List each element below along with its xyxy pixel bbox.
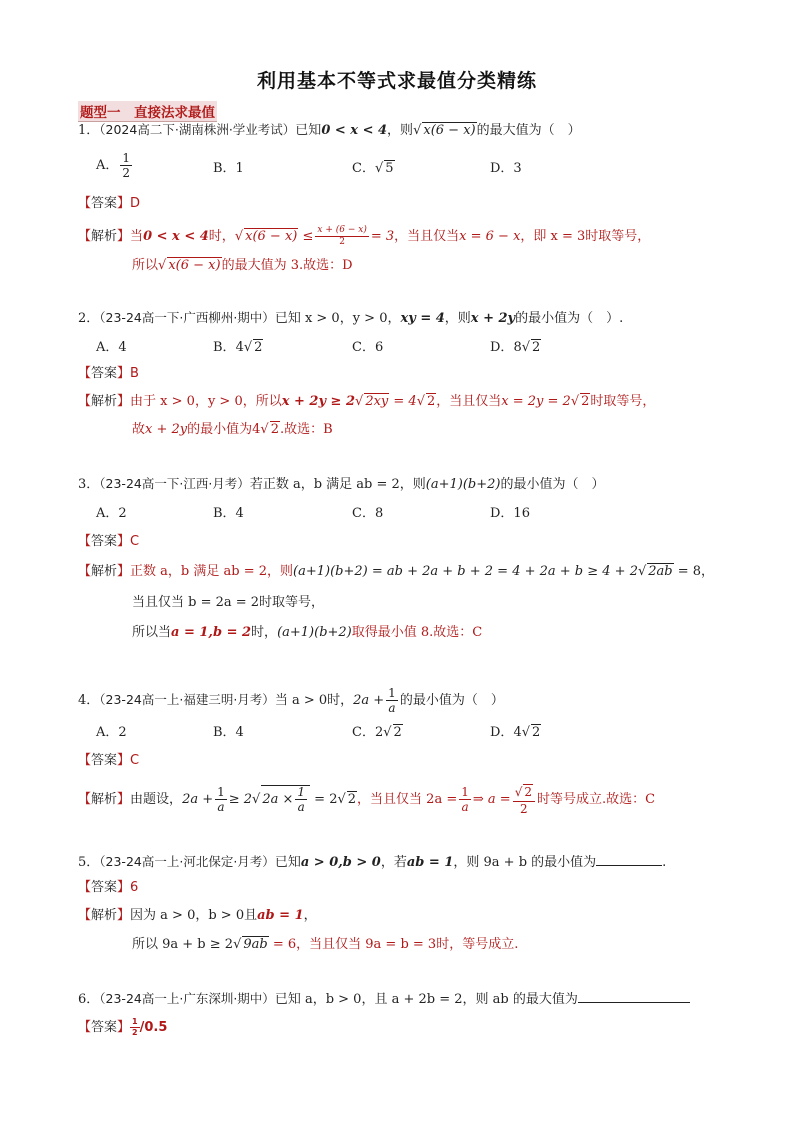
text-q2-an2-coef: 4 xyxy=(252,422,261,437)
question-1: 1．（2024高二下·湖南株洲·学业考试）已知0 < x < 4，则√ x(6 − x)的最大值为（ ） xyxy=(78,122,581,138)
text-q5-an2-b: = 6，当且仅当 9a = b = 3时，等号成立. xyxy=(272,937,519,952)
text-q3-an1-c: = 8， xyxy=(677,564,715,579)
text-q2-an2-a: 故 xyxy=(132,422,146,437)
text-q4-opt-d-coef: 4 xyxy=(513,725,522,740)
option-d: D．8√ 2 xyxy=(490,340,541,355)
question-source: （23-24高一上·河北保定·月考） xyxy=(99,854,275,869)
question-source: （23-24高一上·福建三明·月考） xyxy=(99,692,275,707)
answer-line-6: 【答案】 $\frac{1}{2}$ /0.5 xyxy=(78,1017,168,1037)
text-q4-an-c: ≥ 2 xyxy=(228,792,253,807)
text-q4-stem-a: 当 a > 0时， xyxy=(274,693,354,708)
text-q1-num: 1． xyxy=(78,123,100,138)
answer-line-1: 【答案】D xyxy=(78,196,141,211)
text-doc-answer-tag: 答案 xyxy=(91,196,118,211)
analysis-3: 【解析】正数 a，b 满足 ab = 2，则(a+1)(b+2) = ab + 2a + b + 2 = 4 + 2a + b ≥ 4 + 2√ 2ab = 8， xyxy=(78,564,715,579)
analysis-3-line-2: 当且仅当 b = 2a = 2时取等号， xyxy=(132,595,325,610)
text-q2-num: 2． xyxy=(78,311,100,326)
text-q2-an1-f: 时取等号， xyxy=(590,394,656,409)
text-q5-stem-d: ab = 1 xyxy=(406,855,454,870)
text-q2-an1-b: x + 2y ≥ 2 xyxy=(281,394,356,409)
text-q1-an1-den: 2 xyxy=(339,237,345,247)
option-a: A．2 xyxy=(96,506,127,521)
text-q1-opt-a-den: 2 xyxy=(122,166,131,180)
text-q5-stem-end: . xyxy=(662,855,667,870)
section-heading: 题型一 直接法求最值 xyxy=(78,101,217,122)
answer-value: C xyxy=(130,534,140,549)
text-q4-an-b: 2a + xyxy=(182,792,214,807)
option-c: C．8 xyxy=(352,506,384,521)
text-q3-an1-b: (a+1)(b+2) = ab + 2a + b + 2 = 4 + 2a + b ≥ 4 + 2 xyxy=(293,564,638,579)
text-q2-opt-d-coef: 8 xyxy=(513,340,522,355)
text-q5-an1-a: 因为 a > 0，b > 0且 xyxy=(130,908,258,923)
text-q4-opt-d-label: D． xyxy=(490,725,514,740)
text-q4-opt-c-rad: 2 xyxy=(393,725,402,740)
text-doc-answer-tag: 答案 xyxy=(91,880,118,895)
text-q2-an1-rad3: 2 xyxy=(581,394,590,409)
analysis-1: 【解析】当0 < x < 4时，√ x(6 − x) ≤ $\frac{x + (6 - x)}{2}$ = 3，当且仅当x = 6 − x，即 x = 3时取等号， xyxy=(78,225,651,247)
text-q6-answer-num: 1 xyxy=(132,1017,138,1026)
text-q5-stem-a: 已知 xyxy=(274,855,301,870)
analysis-1-line-2: 所以√ x(6 − x)的最大值为 3.故选：D xyxy=(132,258,353,273)
text-q1-an1-cond: 0 < x < 4 xyxy=(143,229,209,244)
answer-value: B xyxy=(130,366,139,381)
option-b: B．1 xyxy=(213,161,244,176)
text-doc-analysis-tag: 解析 xyxy=(91,394,118,409)
text-q2-an1-rad2: 2 xyxy=(427,394,436,409)
option-a: A．4 xyxy=(96,340,127,355)
text-doc-analysis-tag: 解析 xyxy=(91,908,118,923)
text-q3-stem-a: 若正数 a，b 满足 ab = 2，则 xyxy=(249,477,426,492)
text-q2-stem-c: ，则 xyxy=(444,311,471,326)
option-b: B．4 xyxy=(213,506,244,521)
option-d: D．16 xyxy=(490,506,530,521)
text-q4-opt-d-rad: 2 xyxy=(532,725,541,740)
text-q2-stem-d: x + 2y xyxy=(470,311,516,326)
text-q5-an1-b: ab = 1 xyxy=(257,908,304,923)
question-source: （23-24高一下·江西·月考） xyxy=(99,476,250,491)
question-6 xyxy=(78,990,690,1009)
text-q4-stem-b: 2a + xyxy=(353,693,385,708)
text-q2-opt-d-rad: 2 xyxy=(532,340,541,355)
text-q5-stem-b: a > 0,b > 0 xyxy=(300,855,381,870)
text-q3-stem-c: 的最小值为（ ） xyxy=(500,477,605,492)
text-q2-an2-c: 的最小值为 xyxy=(187,422,253,437)
answer-line-3: 【答案】C xyxy=(78,534,140,549)
text-q1-an1-a: 当 xyxy=(130,229,144,244)
text-q4-an-e: ，当且仅当 2a = xyxy=(357,792,458,807)
text-q1-an2-a: 所以 xyxy=(132,258,159,273)
text-q4-an-a: 由题设， xyxy=(130,792,183,807)
text-q6-num: 6． xyxy=(78,992,100,1007)
question-source: （23-24高一上·广东深圳·期中） xyxy=(99,991,275,1006)
text-q4-an-num3-rad: 2 xyxy=(524,785,532,799)
text-doc-analysis-tag: 解析 xyxy=(91,229,118,244)
question-3 xyxy=(78,475,605,494)
text-q1-opt-c-rad: 5 xyxy=(385,161,394,176)
text-q3-an3-a: 所以当 xyxy=(132,625,172,640)
text-q2-an2-d: .故选：B xyxy=(280,422,333,437)
analysis-5-line-2: 所以 9a + b ≥ 2√ 9ab = 6，当且仅当 9a = b = 3时，等号成立. xyxy=(132,937,519,952)
text-q4-an-f: ⇒ a = xyxy=(472,792,511,807)
text-doc-answer-tag: 答案 xyxy=(91,1020,118,1035)
text-q4-an-rad-a: 2a × xyxy=(262,792,294,807)
answer-blank[interactable] xyxy=(596,853,662,866)
answer-line-5: 【答案】6 xyxy=(78,880,139,895)
text-q4-an-rad2: 2 xyxy=(347,792,357,807)
option-b: B．4√ 2 xyxy=(213,340,263,355)
text-q1-stem-mid: ，则 xyxy=(387,123,414,138)
answer-value: /0.5 xyxy=(139,1020,168,1035)
answer-value: D xyxy=(130,196,141,211)
text-q1-an1-expr: x(6 − x) xyxy=(245,229,298,244)
text-q2-an1-a: 由于 x > 0，y > 0，所以 xyxy=(130,394,282,409)
text-q2-an1-rad: 2xy xyxy=(365,394,389,409)
text-q3-an3-e: 取得最小值 8.故选：C xyxy=(351,625,483,640)
option-b: B．4 xyxy=(213,725,244,740)
text-q4-an-rad-num: 1 xyxy=(297,785,306,799)
text-q5-stem-e: ，则 9a + b 的最小值为 xyxy=(453,855,597,870)
text-q4-an-num: 1 xyxy=(217,785,225,799)
text-q1-an1-num: x + (6 − x) xyxy=(317,225,367,235)
question-source: （23-24高一下·广西柳州·期中） xyxy=(99,310,275,325)
question-2 xyxy=(78,309,623,328)
text-q3-an1-a: 正数 a，b 满足 ab = 2，则 xyxy=(130,564,294,579)
question-4 xyxy=(78,687,504,714)
text-q2-an2-b: x + 2y xyxy=(145,422,188,437)
text-q4-an-den: a xyxy=(217,800,225,814)
text-q3-num: 3． xyxy=(78,477,100,492)
answer-blank[interactable] xyxy=(578,990,690,1003)
text-q3-stem-b: (a+1)(b+2) xyxy=(425,477,501,492)
option-a: A．2 xyxy=(96,725,127,740)
analysis-3-line-3 xyxy=(132,624,482,642)
answer-line-4: 【答案】C xyxy=(78,753,140,768)
text-q1-stem-post: 的最大值为（ ） xyxy=(476,123,581,138)
question-5 xyxy=(78,853,666,872)
text-q3-an3-d: (a+1)(b+2) xyxy=(277,625,352,640)
page-title: 利用基本不等式求最值分类精练 xyxy=(256,70,537,92)
analysis-4: 【解析】由题设，2a + $\frac{1}{a}$ ≥ 2√ 2a × $\frac{1}{a}$ = 2√ 2，当且仅当 2a = $\frac{1}{a}$ ⇒ a = $\frac{√ 2}{2}$ 时等号成立.故选：C xyxy=(78,785,656,816)
analysis-2-line-2: 故x + 2y的最小值为4√ 2.故选：B xyxy=(132,422,333,437)
text-q3-an3-c: 时， xyxy=(251,625,278,640)
text-q4-num: 4． xyxy=(78,693,100,708)
text-q4-opt-c-label: C． xyxy=(352,725,375,740)
option-d: D．3 xyxy=(490,161,522,176)
text-q2-stem-a: 已知 x > 0，y > 0， xyxy=(274,311,401,326)
text-q6-answer-den: 2 xyxy=(132,1028,138,1037)
text-q1-an1-b: 时， xyxy=(208,229,235,244)
answer-value: 6 xyxy=(130,880,139,895)
text-q2-opt-b-label: B． xyxy=(213,340,236,355)
text-q1-stem-pre: 已知 xyxy=(295,123,322,138)
analysis-5: 【解析】因为 a > 0，b > 0且ab = 1， xyxy=(78,908,317,923)
text-q5-an2-a: 所以 9a + b ≥ 2 xyxy=(132,937,234,952)
text-q4-stem-c: 的最小值为（ ） xyxy=(399,693,504,708)
text-doc-answer-tag: 答案 xyxy=(91,753,118,768)
text-q2-an2-rad: 2 xyxy=(270,422,279,437)
text-q2-an1-d: ，当且仅当 xyxy=(436,394,502,409)
text-q1-an1-le: ≤ xyxy=(302,229,314,244)
text-q4-an-d: = 2 xyxy=(314,792,338,807)
text-doc-answer-tag: 答案 xyxy=(91,534,118,549)
text-q1-cond: 0 < x < 4 xyxy=(321,123,388,138)
text-doc-analysis-tag: 解析 xyxy=(91,792,118,807)
text-q4-an-rad-den: a xyxy=(297,800,305,814)
text-q3-an1-rad: 2ab xyxy=(648,564,673,579)
text-q2-opt-b-rad: 2 xyxy=(254,340,263,355)
text-q5-an2-rad: 9ab xyxy=(243,937,268,952)
text-q5-an1-c: ， xyxy=(303,908,317,923)
text-q1-an1-c: ，当且仅当 xyxy=(394,229,460,244)
text-q1-an1-cond2: x = 6 − x xyxy=(459,229,521,244)
text-q4-opt-c-coef: 2 xyxy=(374,725,384,740)
text-q1-an1-d: ，即 x = 3时取等号， xyxy=(520,229,651,244)
text-q5-num: 5． xyxy=(78,855,100,870)
text-q3-an3-b: a = 1,b = 2 xyxy=(171,625,252,640)
text-q1-an2-b: 的最大值为 3.故选：D xyxy=(221,258,353,273)
text-q5-stem-c: ，若 xyxy=(380,855,407,870)
text-q4-an-g: 时等号成立.故选：C xyxy=(536,792,656,807)
text-q2-an1-e: x = 2y = 2 xyxy=(501,394,571,409)
option-c: C．6 xyxy=(352,340,384,355)
text-q2-opt-b-coef: 4 xyxy=(235,340,244,355)
answer-line-2: 【答案】B xyxy=(78,366,139,381)
text-q2-stem-e: 的最小值为（ ）. xyxy=(515,311,624,326)
text-q2-stem-b: xy = 4 xyxy=(400,311,445,326)
option-a xyxy=(96,152,134,179)
text-q4-stem-den: a xyxy=(388,701,396,715)
text-q6-stem-a: 已知 a，b > 0，且 a + 2b = 2，则 ab 的最大值为 xyxy=(274,992,578,1007)
text-q1-an2-expr: x(6 − x) xyxy=(168,258,221,273)
text-q1-expr: x(6 − x) xyxy=(423,123,476,138)
text-q4-an-den2: a xyxy=(461,800,469,814)
text-q1-opt-a-label: A． xyxy=(96,158,119,173)
option-d: D．4√ 2 xyxy=(490,725,541,740)
question-source: （2024高二下·湖南株洲·学业考试） xyxy=(99,122,296,137)
answer-value: C xyxy=(130,753,140,768)
text-q1-an1-eq: = 3 xyxy=(370,229,395,244)
text-doc-analysis-tag: 解析 xyxy=(91,564,118,579)
text-q2-an1-c: = 4 xyxy=(393,394,417,409)
option-c: C．2√ 2 xyxy=(352,725,402,740)
text-doc-answer-tag: 答案 xyxy=(91,366,118,381)
text-q2-opt-d-label: D． xyxy=(490,340,514,355)
text-q1-opt-a-num: 1 xyxy=(122,151,131,165)
option-c: C．√ 5 xyxy=(352,161,394,176)
text-q4-an-den3: 2 xyxy=(520,802,528,816)
text-q4-stem-num: 1 xyxy=(388,686,396,700)
analysis-2: 【解析】由于 x > 0，y > 0，所以x + 2y ≥ 2√ 2xy = 4√ 2，当且仅当x = 2y = 2√ 2时取等号， xyxy=(78,394,656,409)
text-q1-opt-c-label: C． xyxy=(352,161,375,176)
text-q4-an-num2: 1 xyxy=(461,785,469,799)
